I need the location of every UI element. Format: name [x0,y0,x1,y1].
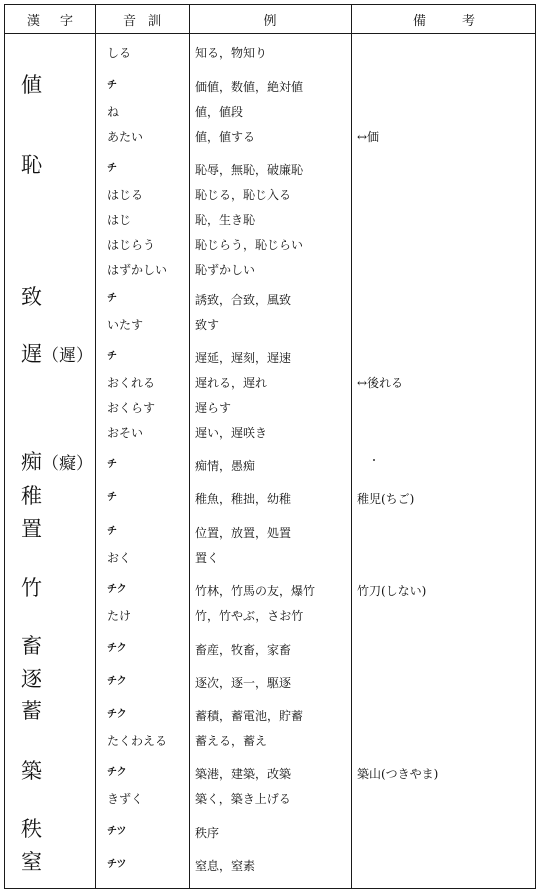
kanji-cell [21,578,42,599]
header-onkun-char: 音 [122,13,136,29]
kanji-cell [21,852,42,873]
kanji-variant: （遲） [42,346,93,366]
reading-cell: チツ [107,859,127,870]
kanji-char: 致 [21,285,42,309]
header-onkun-char: 訓 [147,13,161,29]
kanji-char: 畜 [21,634,42,658]
reading-cell: チ [107,459,117,470]
reading-cell: はじる [107,188,144,202]
reading-cell: はじ [107,213,132,227]
reading-cell: チ [107,293,117,304]
reading-cell: チク [107,643,127,654]
header-note-char: 備 [412,13,426,29]
kanji-table [4,4,536,889]
stray-dot [373,459,375,461]
kanji-char: 築 [21,759,42,783]
reading-cell: きずく [107,792,144,806]
kanji-char: 稚 [21,484,42,508]
reading-cell: チ [107,163,117,174]
reading-cell: チク [107,709,127,720]
header-onkun [95,5,189,33]
kanji-cell [21,344,93,365]
example-cell: 蓄える，蓄え [195,734,268,748]
example-cell: 恥，生き恥 [195,213,256,227]
kanji-char: 値 [21,73,42,97]
kanji-cell [21,519,42,540]
reading-cell: チ [107,351,117,362]
kanji-cell [21,486,42,507]
kanji-char: 痴 [21,450,42,474]
reading-cell: チ [107,80,117,91]
example-cell: 窒息，窒素 [195,859,256,873]
reading-cell: おくらす [107,401,156,415]
kanji-cell [21,155,42,176]
kanji-cell [21,75,42,96]
reading-cell: チク [107,584,127,595]
kanji-char: 置 [21,517,42,541]
example-cell: 竹，竹やぶ，さお竹 [195,609,304,623]
header-kanji-char: 字 [59,13,73,29]
example-cell: 畜産，牧畜，家畜 [195,643,292,657]
example-cell: 痴情，愚痴 [195,459,256,473]
kanji-char: 遅 [21,342,42,366]
header-kanji-char: 漢 [26,13,40,29]
example-cell: 価値，数値，絶対値 [195,80,304,94]
kanji-char: 窒 [21,850,42,874]
kanji-char: 蓄 [21,699,42,723]
kanji-cell [21,452,93,473]
example-cell: 秩序 [195,826,220,840]
reading-cell: ね [107,105,120,119]
example-cell: 逐次，逐一，駆逐 [195,676,292,690]
note-cell: ↔価 [357,130,380,144]
example-cell: 恥じる，恥じ入る [195,188,292,202]
kanji-char: 恥 [21,153,42,177]
reading-cell: しる [107,46,132,60]
reading-cell: チク [107,676,127,687]
header-note [351,5,537,33]
example-cell: 致す [195,318,220,332]
reading-cell: チ [107,492,117,503]
kanji-variant: （癡） [42,454,93,474]
reading-cell: おくれる [107,376,156,390]
example-cell: 遅らす [195,401,232,415]
example-cell: 位置，放置，処置 [195,526,292,540]
note-cell: 竹刀(しない) [357,584,427,598]
reading-cell: チク [107,767,127,778]
example-cell: 値，値段 [195,105,244,119]
example-cell: 誘致，合致，風致 [195,293,292,307]
header-divider [5,33,535,34]
kanji-cell [21,287,42,308]
reading-cell: おそい [107,426,144,440]
example-cell: 築く，築き上げる [195,792,291,806]
example-cell: 値，値する [195,130,256,144]
example-cell: 稚魚，稚拙，幼稚 [195,492,292,506]
header-kanji [5,5,95,33]
kanji-cell [21,669,42,690]
example-cell: 遅延，遅刻，遅速 [195,351,292,365]
example-cell: 竹林，竹馬の友，爆竹 [195,584,316,598]
header-note-char: 考 [461,13,475,29]
note-cell: 稚児(ちご) [357,492,415,506]
reading-cell: あたい [107,130,144,144]
example-cell: 知る，物知り [195,46,268,60]
column-divider [95,5,96,888]
kanji-cell [21,761,42,782]
example-cell: 築港，建築，改築 [195,767,292,781]
reading-cell: いたす [107,318,144,332]
example-cell: 恥辱，無恥，破廉恥 [195,163,304,177]
example-cell: 遅い，遅咲き [195,426,268,440]
reading-cell: はじらう [107,238,156,252]
example-cell: 置く [195,551,220,565]
column-divider [189,5,190,888]
note-cell: 築山(つきやま) [357,767,439,781]
reading-cell: おく [107,551,132,565]
kanji-char: 秩 [21,817,42,841]
reading-cell: チツ [107,826,127,837]
kanji-char: 逐 [21,667,42,691]
kanji-cell [21,701,42,722]
column-divider [351,5,352,888]
example-cell: 恥ずかしい [195,263,256,277]
reading-cell: たくわえる [107,734,168,748]
header-example: 例 [263,13,277,29]
example-cell: 蓄積，蓄電池，貯蓄 [195,709,304,723]
kanji-cell [21,819,42,840]
reading-cell: たけ [107,609,132,623]
kanji-cell [21,636,42,657]
example-cell: 遅れる，遅れ [195,376,268,390]
reading-cell: はずかしい [107,263,168,277]
example-cell: 恥じらう，恥じらい [195,238,304,252]
reading-cell: チ [107,526,117,537]
kanji-char: 竹 [21,576,42,600]
note-cell: ↔後れる [357,376,404,390]
